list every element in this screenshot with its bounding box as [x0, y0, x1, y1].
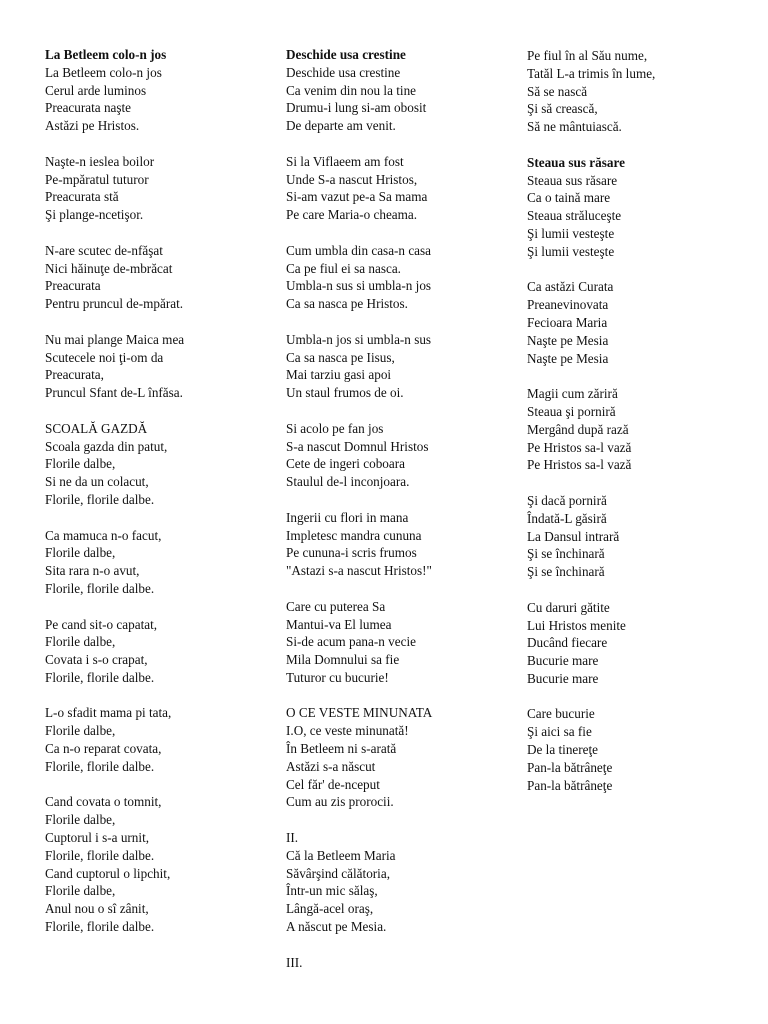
verse-line: Florile, florile dalbe.	[45, 491, 155, 507]
stanza	[45, 242, 265, 313]
column-3	[527, 47, 757, 812]
verse-line: Pe Hristos sa-l vază	[527, 439, 632, 455]
verse-line: Îndată-L găsiră	[527, 510, 607, 526]
verse-line: Steaua sus răsare	[527, 172, 618, 188]
stanza	[286, 509, 506, 580]
verse-line: N-are scutec de-nfăşat	[45, 242, 163, 258]
verse-line: Pentru pruncul de-mpărat.	[45, 296, 184, 312]
verse-line: Mantui-va El lumea	[286, 616, 392, 632]
verse-line: Florile, florile dalbe.	[45, 758, 155, 774]
verse-line: Si la Viflaeem am fost	[286, 153, 404, 169]
verse-line: Nici hăinuţe de-mbrăcat	[45, 260, 173, 276]
verse-line: Sita rara n-o avut,	[45, 563, 140, 579]
verse-line: Ca astăzi Curata	[527, 279, 614, 295]
verse-line: Naşte-n ieslea boilor	[45, 153, 155, 169]
stanza	[45, 793, 265, 935]
verse-line: Şi dacă porniră	[527, 492, 607, 508]
verse-line: Ducând fiecare	[527, 635, 608, 651]
stanza	[286, 420, 506, 491]
carol-title: O CE VESTE MINUNATA	[286, 705, 433, 721]
verse-line: Să se nască	[527, 83, 588, 99]
verse-line: Pan-la bătrâneţe	[527, 777, 613, 793]
verse-line: Ingerii cu flori in mana	[286, 509, 409, 525]
verse-line: Si-am vazut pe-a Sa mama	[286, 189, 428, 205]
verse-line: Şi lumii vesteşte	[527, 243, 615, 259]
verse-line: Pan-la bătrâneţe	[527, 759, 613, 775]
stanza	[45, 331, 265, 402]
verse-line: Şi să crească,	[527, 101, 598, 117]
verse-line: La Betleem colo-n jos	[45, 64, 162, 80]
carol-title: Deschide usa crestine	[286, 47, 406, 62]
verse-line: I.O, ce veste minunată!	[286, 723, 409, 739]
verse-line: Florile dalbe,	[45, 723, 116, 739]
verse-line: Preacurata naşte	[45, 100, 132, 116]
stanza	[286, 954, 506, 972]
verse-line: Florile dalbe,	[45, 634, 116, 650]
verse-line: Cum au zis prorocii.	[286, 794, 394, 810]
stanza	[286, 46, 506, 135]
verse-line: S-a nascut Domnul Hristos	[286, 438, 429, 454]
verse-line: Nu mai plange Maica mea	[45, 331, 185, 347]
verse-line: Săvârşind călătoria,	[286, 865, 390, 881]
stanza	[45, 153, 265, 224]
verse-line: Florile dalbe,	[45, 883, 116, 899]
verse-line: Fecioara Maria	[527, 314, 608, 330]
verse-line: Florile, florile dalbe.	[45, 580, 155, 596]
verse-line: Ca o taină mare	[527, 190, 611, 206]
stanza	[527, 492, 757, 581]
verse-line: Mergând după rază	[527, 421, 629, 437]
verse-line: De la tinereţe	[527, 742, 599, 758]
stanza	[527, 154, 757, 261]
verse-line: Pe cand sit-o capatat,	[45, 616, 158, 632]
verse-line: Preacurata,	[45, 367, 104, 383]
stanza	[45, 420, 265, 509]
verse-line: Mila Domnului sa fie	[286, 652, 400, 668]
verse-line: Scutecele noi ţi-om da	[45, 349, 164, 365]
verse-line: Într-un mic sălaş,	[286, 883, 378, 899]
stanza	[527, 599, 757, 688]
carol-title: SCOALĂ GAZDĂ	[45, 420, 148, 436]
verse-line: Si acolo pe fan jos	[286, 420, 384, 436]
verse-line: De departe am venit.	[286, 118, 396, 134]
verse-line: Cand covata o tomnit,	[45, 794, 162, 810]
verse-line: Naşte pe Mesia	[527, 350, 609, 366]
verse-line: Cu daruri gătite	[527, 599, 610, 615]
stanza	[45, 616, 265, 687]
stanza	[286, 242, 506, 313]
verse-line: Steaua străluceşte	[527, 208, 622, 224]
verse-line: Şi lumii vesteşte	[527, 225, 615, 241]
verse-line: Lui Hristos menite	[527, 617, 626, 633]
verse-line: Staulul de-l inconjoara.	[286, 474, 410, 490]
verse-line: Cum umbla din casa-n casa	[286, 242, 432, 258]
verse-line: Florile, florile dalbe.	[45, 847, 155, 863]
stanza	[45, 527, 265, 598]
verse-line: Ca sa nasca pe Hristos.	[286, 296, 408, 312]
verse-line: Ca mamuca n-o facut,	[45, 527, 162, 543]
verse-line: Florile dalbe,	[45, 812, 116, 828]
verse-line: Florile dalbe,	[45, 456, 116, 472]
stanza	[527, 705, 757, 794]
verse-line: Care cu puterea Sa	[286, 598, 386, 614]
verse-line: Pe fiul în al Său nume,	[527, 48, 648, 63]
verse-line: Preanevinovata	[527, 297, 609, 313]
verse-line: Steaua şi porniră	[527, 403, 616, 419]
verse-line: Şi plange-ncetişor.	[45, 207, 144, 223]
verse-line: Anul nou o sî zânit,	[45, 901, 149, 917]
verse-line: Impletesc mandra cununa	[286, 527, 422, 543]
verse-line: Covata i s-o crapat,	[45, 652, 148, 668]
verse-line: A născut pe Mesia.	[286, 919, 387, 935]
stanza	[45, 46, 265, 135]
verse-line: Să ne mântuiască.	[527, 119, 622, 135]
verse-line: Cete de ingeri coboara	[286, 456, 405, 472]
stanza	[527, 278, 757, 367]
verse-line: Mai tarziu gasi apoi	[286, 367, 392, 383]
verse-line: Magii cum zăriră	[527, 386, 618, 402]
verse-line: Florile dalbe,	[45, 545, 116, 561]
verse-line: Cel făr' de-nceput	[286, 776, 380, 792]
stanza	[286, 153, 506, 224]
verse-line: Si-de acum pana-n vecie	[286, 634, 416, 650]
verse-line: II.	[286, 830, 299, 846]
verse-line: Un staul frumos de oi.	[286, 385, 404, 401]
verse-line: Preacurata stă	[45, 189, 119, 205]
verse-line: Lângă-acel oraş,	[286, 901, 374, 917]
verse-line: Deschide usa crestine	[286, 64, 401, 80]
column-1	[45, 46, 265, 954]
verse-line: Florile, florile dalbe.	[45, 919, 155, 935]
verse-line: Drumu-i lung si-am obosit	[286, 100, 427, 116]
stanza	[286, 829, 506, 936]
verse-line: Şi se închinară	[527, 564, 605, 580]
verse-line: Pe care Maria-o cheama.	[286, 207, 418, 223]
verse-line: Florile, florile dalbe.	[45, 669, 155, 685]
verse-line: Cerul arde luminos	[45, 82, 147, 98]
verse-line: Scoala gazda din patut,	[45, 438, 168, 454]
verse-line: Şi aici sa fie	[527, 724, 592, 740]
verse-line: Astăzi pe Hristos.	[45, 118, 140, 134]
verse-line: Ca n-o reparat covata,	[45, 741, 162, 757]
carol-title: Steaua sus răsare	[527, 154, 625, 170]
verse-line: Pe cununa-i scris frumos	[286, 545, 417, 561]
verse-line: Ca sa nasca pe Iisus,	[286, 349, 395, 365]
verse-line: Tatăl L-a trimis în lume,	[527, 65, 656, 81]
verse-line: Unde S-a nascut Hristos,	[286, 171, 418, 187]
verse-line: Astăzi s-a născut	[286, 758, 376, 774]
stanza	[286, 704, 506, 811]
column-2	[286, 46, 506, 989]
verse-line: Bucurie mare	[527, 653, 599, 669]
verse-line: L-o sfadit mama pi tata,	[45, 705, 172, 721]
verse-line: Pe-mpăratul tuturor	[45, 171, 149, 187]
verse-line: Umbla-n jos si umbla-n sus	[286, 331, 432, 347]
verse-line: La Dansul intrară	[527, 528, 620, 544]
verse-line: Cuptorul i s-a urnit,	[45, 830, 150, 846]
verse-line: Pe Hristos sa-l vază	[527, 457, 632, 473]
stanza	[286, 331, 506, 402]
verse-line: Şi se închinară	[527, 546, 605, 562]
verse-line: Ca venim din nou la tine	[286, 82, 417, 98]
verse-line: Cand cuptorul o lipchit,	[45, 865, 171, 881]
verse-line: Bucurie mare	[527, 670, 599, 686]
verse-line: Naşte pe Mesia	[527, 332, 609, 348]
verse-line: "Astazi s-a nascut Hristos!"	[286, 563, 432, 579]
verse-line: Umbla-n sus si umbla-n jos	[286, 278, 432, 294]
verse-line: Preacurata	[45, 278, 101, 294]
stanza	[45, 704, 265, 775]
stanza	[286, 598, 506, 687]
carol-title: La Betleem colo-n jos	[45, 47, 167, 62]
verse-line: În Betleem ni s-arată	[286, 741, 397, 757]
stanza	[527, 47, 757, 136]
verse-line: Pruncul Sfant de-L înfăsa.	[45, 385, 183, 401]
verse-line: III.	[286, 954, 303, 970]
verse-line: Tuturor cu bucurie!	[286, 669, 389, 685]
verse-line: Care bucurie	[527, 706, 595, 722]
stanza	[527, 385, 757, 474]
verse-line: Si ne da un colacut,	[45, 474, 149, 490]
verse-line: Ca pe fiul ei sa nasca.	[286, 260, 401, 276]
verse-line: Că la Betleem Maria	[286, 847, 396, 863]
